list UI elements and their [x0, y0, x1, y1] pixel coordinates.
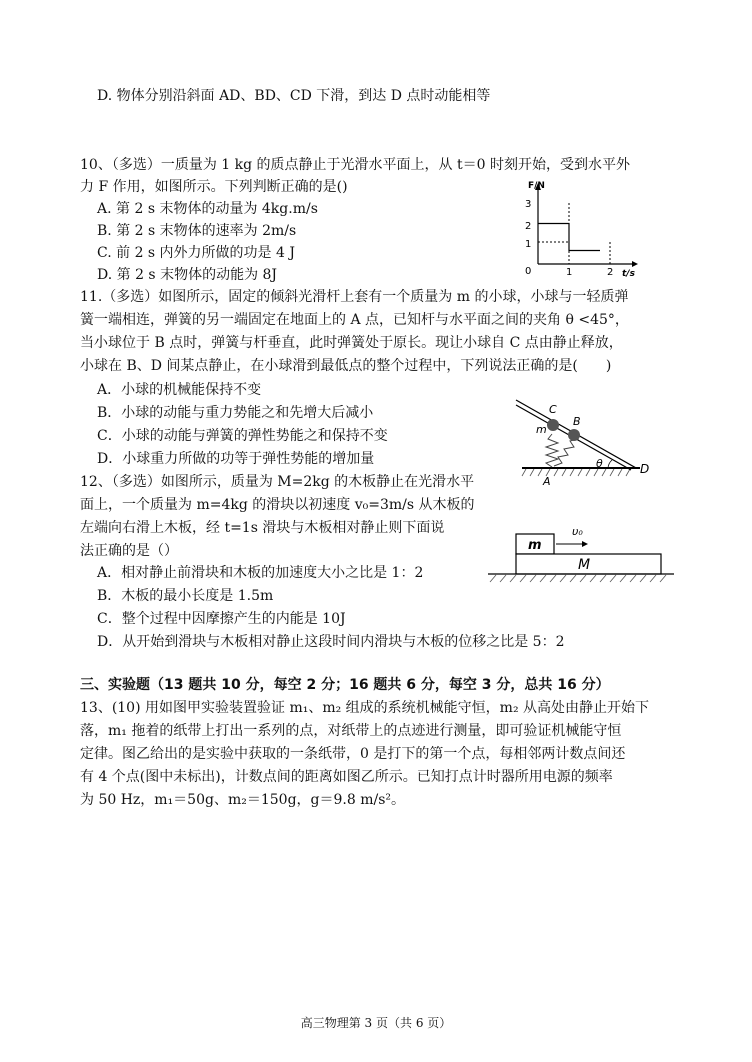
q13-stem-3: 定律。图乙给出的是实验中获取的一条纸带，0 是打下的第一个点，每相邻两计数点间还 [80, 746, 626, 762]
q13-stem-4: 有 4 个点(图中未标出)，计数点间的距离如图乙所示。已知打点计时器所用电源的频率 [80, 769, 613, 785]
q12-stem-3: 左端向右滑上木板，经 t=1s 滑块与木板相对静止则下面说 [80, 520, 445, 536]
ball-b [568, 429, 580, 441]
y-axis-label: F/N [528, 181, 545, 191]
section-3-heading: 三、实验题（13 题共 10 分，每空 2 分；16 题共 6 分，每空 3 分，总共 16 分） [80, 677, 610, 693]
q11-stem-4: 小球在 B、D 间某点静止，在小球滑到最低点的整个过程中，下列说法正确的是( ) [80, 358, 612, 374]
ball-c [547, 419, 559, 431]
label-a: A [543, 475, 551, 487]
label-c: C [549, 403, 557, 416]
y-tick-3: 3 [525, 199, 532, 210]
label-v0: υ₀ [572, 525, 583, 538]
q11-option-d: D．小球重力所做的功等于弹性势能的增加量 [97, 451, 375, 467]
label-theta: θ [596, 457, 603, 470]
q9-option-d: D. 物体分别沿斜面 AD、BD、CD 下滑，到达 D 点时动能相等 [97, 88, 491, 104]
q10-option-b: B. 第 2 s 末物体的速率为 2m/s [97, 223, 297, 239]
label-board-M: M [578, 557, 591, 573]
velocity-arrowhead [582, 541, 588, 547]
q13-stem-1: 13、(10) 用如图甲实验装置验证 m₁、m₂ 组成的系统机械能守恒，m₂ 从高处由静止开始下 [80, 700, 650, 716]
q11-stem-1: 11.（多选）如图所示，固定的倾斜光滑杆上套有一个质量为 m 的小球，小球与一轻质弹 [80, 289, 629, 305]
q13-stem-2: 落，m₁ 拖着的纸带上打出一系列的点，对纸带上的点迹进行测量，即可验证机械能守恒 [80, 723, 622, 739]
x-tick-1: 1 [566, 267, 573, 278]
angle-arc [608, 460, 612, 468]
label-m: m [536, 423, 547, 436]
q12-stem-1: 12、（多选）如图所示，质量为 M=2kg 的木板静止在光滑水平 [80, 474, 475, 490]
q11-option-a: A．小球的机械能保持不变 [97, 382, 262, 398]
q12-stem-4: 法正确的是（） [80, 543, 178, 559]
q11-option-c: C．小球的动能与弹簧的弹性势能之和保持不变 [97, 428, 388, 444]
q10-force-time-graph [510, 178, 640, 278]
q13-stem-5: 为 50 Hz，m₁＝50g、m₂＝150g，g＝9.8 m/s²。 [80, 792, 406, 808]
q10-option-d: D. 第 2 s 末物体的动能为 8J [97, 267, 278, 283]
page-footer: 高三物理第 3 页（共 6 页） [300, 1016, 452, 1030]
q10-stem-2: 力 F 作用，如图所示。下列判断正确的是() [80, 179, 348, 195]
q12-option-b: B．木板的最小长度是 1.5m [97, 588, 274, 604]
label-block-m: m [528, 538, 542, 553]
q10-option-c: C. 前 2 s 内外力所做的功是 4 J [97, 245, 295, 261]
q11-stem-2: 簧一端相连，弹簧的另一端固定在地面上的 A 点，已知杆与水平面之间的夹角 θ <45°， [80, 312, 629, 328]
q12-stem-2: 面上，一个质量为 m=4kg 的滑块以初速度 v₀=3m/s 从木板的 [80, 497, 475, 513]
x-axis-arrow [632, 261, 638, 267]
q12-option-d: D．从开始到滑块与木板相对静止这段时间内滑块与木板的位移之比是 5：2 [97, 634, 565, 650]
floor-hatch [490, 575, 666, 582]
q10-option-a: A. 第 2 s 末物体的动量为 4kg.m/s [97, 201, 318, 217]
label-d: D [640, 462, 650, 476]
q12-block-board-figure [486, 522, 676, 584]
q11-rod-spring-figure [510, 397, 690, 487]
force-series-line [538, 224, 600, 251]
ground-hatch [522, 469, 630, 476]
q12-option-a: A．相对静止前滑块和木板的加速度大小之比是 1：2 [97, 565, 424, 581]
x-tick-0: 0 [525, 266, 532, 277]
q10-stem-1: 10、（多选）一质量为 1 kg 的质点静止于光滑水平面上，从 t＝0 时刻开始，受到水平外 [80, 157, 630, 173]
y-tick-2: 2 [525, 221, 532, 232]
y-tick-1: 1 [525, 239, 532, 250]
q12-option-c: C．整个过程中因摩擦产生的内能是 10J [97, 611, 346, 627]
q11-option-b: B．小球的动能与重力势能之和先增大后减小 [97, 405, 374, 421]
x-axis-label: t/s [622, 269, 635, 278]
spring-vertical [546, 434, 558, 467]
x-tick-2: 2 [607, 267, 614, 278]
label-b: B [573, 415, 581, 428]
q11-stem-3: 当小球位于 B 点时，弹簧与杆垂直，此时弹簧处于原长。现让小球自 C 点由静止释放， [80, 335, 623, 351]
